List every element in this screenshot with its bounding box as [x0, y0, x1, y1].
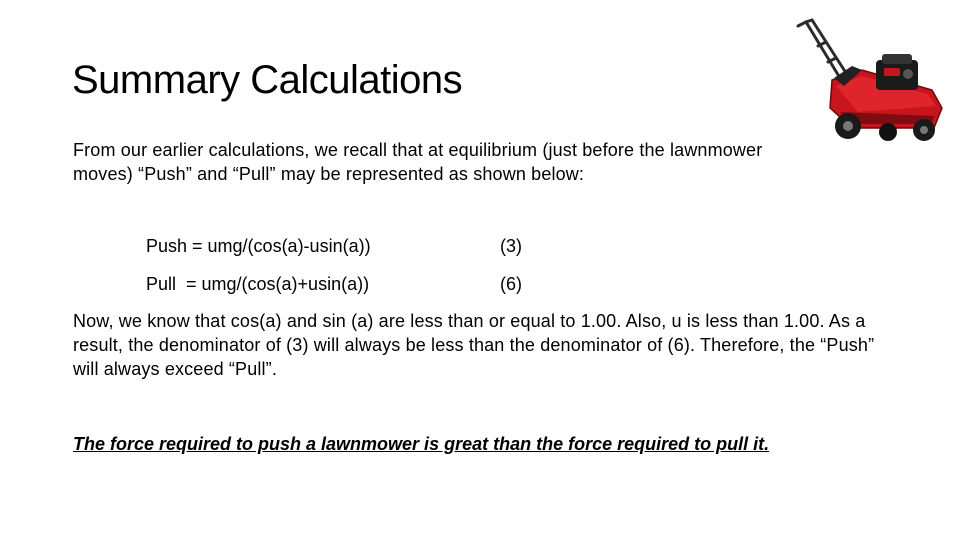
- mower-handle: [798, 20, 848, 78]
- lawnmower-illustration: [792, 16, 950, 146]
- conclusion-statement: The force required to push a lawnmower is great than the force required to pull it.: [73, 434, 770, 454]
- mower-engine: [876, 54, 918, 90]
- pull-equation-number: (6): [500, 274, 522, 294]
- push-equation-number: (3): [500, 236, 522, 256]
- slide-title: Summary Calculations: [72, 58, 463, 102]
- pull-equation: Pull = umg/(cos(a)+usin(a)): [146, 274, 370, 294]
- explanation-paragraph: Now, we know that cos(a) and sin (a) are less than or equal to 1.00. Also, u is less than 1.00. As a result, the denominator of (3) will always be less than the denominator of (6). Therefore, the “Push” will always exceed “Pull”.: [73, 311, 875, 379]
- intro-paragraph: From our earlier calculations, we recall that at equilibrium (just before the lawnmower moves) “Push” and “Pull” may be represented as shown below:: [73, 140, 763, 184]
- push-equation: Push = umg/(cos(a)-usin(a)): [146, 236, 371, 256]
